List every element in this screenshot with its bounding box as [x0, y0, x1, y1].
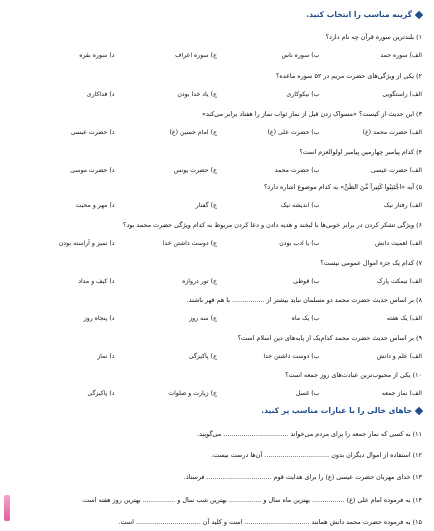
- option-c[interactable]: ج) امام حسین (ع): [169, 129, 217, 136]
- section-1-title: گزینه مناسب را انتخاب کنید.: [306, 10, 412, 19]
- option-d[interactable]: د) پاکیزگی: [87, 390, 115, 397]
- fill-blank-12[interactable]: ۱۲) استفاده از اموال دیگران بدون ................................ آن‌ها درست نیست.: [211, 451, 422, 459]
- option-d[interactable]: د) حضرت موسی: [70, 167, 115, 174]
- fill-blank-15[interactable]: ۱۵) به فرموده حضرت محمد دانش همانند ................................ است و کلید آن ................................ است.: [118, 518, 422, 526]
- option-b[interactable]: ب) نیکوکاری: [286, 91, 320, 98]
- question-5: ۵) آیه «اجْتَنِبُوا كَثِيراً مِّنَ الظَّنِّ» به کدام موضوع اشاره دارد؟: [263, 183, 422, 191]
- question-7-options: [12, 277, 422, 286]
- option-c[interactable]: ج) زیارت و صلوات: [168, 390, 217, 397]
- question-7: ۷) کدام یک جزء اموال عمومی نیست؟: [320, 259, 422, 267]
- question-3: ۳) این حدیث از کیست؟ «مسواک زدن قبل از نماز ثواب نماز را هفتاد برابر می‌کند»: [202, 110, 422, 118]
- question-1-options: [12, 51, 422, 60]
- question-9: ۹) بر اساس حدیث حضرت محمد کدام‌یک از پایه‌های دین اسلام است؟: [237, 334, 422, 342]
- section-2-heading: [261, 406, 422, 415]
- option-a[interactable]: الف) حضرت عیسی: [370, 167, 422, 174]
- option-b[interactable]: ب) غسل: [295, 390, 320, 397]
- option-b[interactable]: ب) دوست داشتن خدا: [263, 353, 320, 360]
- option-a[interactable]: الف) نیمکت پارک: [376, 278, 422, 285]
- page-edge-mark: [4, 495, 10, 521]
- option-d[interactable]: د) فداکاری: [86, 91, 115, 98]
- option-b[interactable]: ب) سوره ناس: [281, 52, 320, 59]
- fill-blank-14[interactable]: ۱۴) به فرموده امام علی (ع) ................ بهترین ماه سال و ................ بهترین شب سال و ................ بهترین روز هفته است.: [81, 496, 422, 504]
- question-6-options: [12, 239, 422, 248]
- option-a[interactable]: الف) راستگویی: [382, 91, 422, 98]
- option-c[interactable]: ج) پاکیزگی: [188, 353, 217, 360]
- option-b[interactable]: ب) یک ماه: [291, 315, 320, 322]
- option-d[interactable]: د) مهر و محبت: [75, 202, 115, 209]
- question-10-options: [12, 389, 422, 398]
- question-9-options: [12, 352, 422, 361]
- option-c[interactable]: ج) سوره اعراف: [175, 52, 217, 59]
- option-a[interactable]: الف) حضرت محمد (ع): [362, 129, 422, 136]
- option-c[interactable]: ج) دوست داشتن خدا: [162, 240, 217, 247]
- question-1: ۱) بلندترین سوره قرآن چه نام دارد؟: [325, 33, 422, 41]
- question-8-options: [12, 314, 422, 323]
- option-d[interactable]: د) حضرت عیسی: [70, 129, 115, 136]
- diamond-bullet-icon: [415, 406, 423, 414]
- option-b[interactable]: ب) حضرت علی (ع): [267, 129, 320, 136]
- question-4: ۴) کدام پیامبر چهارمین پیامبر اولوالعزم است؟: [299, 148, 422, 156]
- option-b[interactable]: ب) اندیشه نیک: [280, 202, 320, 209]
- section-2-title: جاهای خالی را با عبارات مناسب پر کنید.: [261, 406, 412, 415]
- question-2-options: [12, 90, 422, 99]
- question-10: ۱۰) یکی از محبوب‌ترین عبادت‌های روز جمعه است؟: [285, 371, 422, 379]
- fill-blank-11[interactable]: ۱۱) به کسی که نماز جمعه را برای مردم می‌خواند ................................ می‌گویند.: [197, 430, 422, 438]
- option-b[interactable]: ب) قوطی: [293, 278, 320, 285]
- option-d[interactable]: د) سوره بقره: [79, 52, 115, 59]
- option-c[interactable]: ج) گفتار: [195, 202, 217, 209]
- option-b[interactable]: ب) با ادب بودن: [279, 240, 320, 247]
- option-a[interactable]: الف) سوره حمد: [380, 52, 422, 59]
- option-d[interactable]: د) پنجاه روز: [83, 315, 115, 322]
- question-2: ۲) یکی از ویژگی‌های حضرت مریم در ۵۲ سوره ماعده؟: [276, 72, 422, 80]
- option-b[interactable]: ب) حضرت محمد: [274, 167, 320, 174]
- option-c[interactable]: ج) حضرت یونس: [173, 167, 217, 174]
- option-d[interactable]: د) نماز: [97, 353, 115, 360]
- question-8: ۸) بر اساس حدیث حضرت محمد دو مسلمان نباید بیشتر از ................ با هم قهر باشند.: [186, 296, 422, 304]
- option-a[interactable]: الف) اهمیت دانش: [375, 240, 422, 247]
- section-1-heading: [306, 10, 422, 19]
- option-a[interactable]: الف) یک هفته: [386, 315, 422, 322]
- question-5-options: [12, 201, 422, 210]
- option-c[interactable]: ج) سه روز: [189, 315, 217, 322]
- question-6: ۶) ویژگی تشکر کردن در برابر خوبی‌ها با لبخند و هدیه دادن و دعا کردن مربوط به کدام ویژگی حضرت محمد بود؟: [123, 221, 422, 229]
- option-c[interactable]: ج) تور دروازه: [182, 278, 217, 285]
- question-3-options: [12, 128, 422, 137]
- option-d[interactable]: د) کیف و مداد: [78, 278, 115, 285]
- option-a[interactable]: الف) علم و دانش: [376, 353, 422, 360]
- option-a[interactable]: الف) رفتار نیک: [383, 202, 422, 209]
- diamond-bullet-icon: [415, 10, 423, 18]
- option-c[interactable]: ج) یاد خدا بودن: [177, 91, 217, 98]
- option-a[interactable]: الف) نماز جمعه: [381, 390, 422, 397]
- fill-blank-13[interactable]: ۱۳) خدای مهربان حضرت عیسی (ع) را برای هدایت قوم ................................ فرستاد.: [183, 473, 422, 481]
- question-4-options: [12, 166, 422, 175]
- option-d[interactable]: د) تمیز و آراسته بودن: [58, 240, 115, 247]
